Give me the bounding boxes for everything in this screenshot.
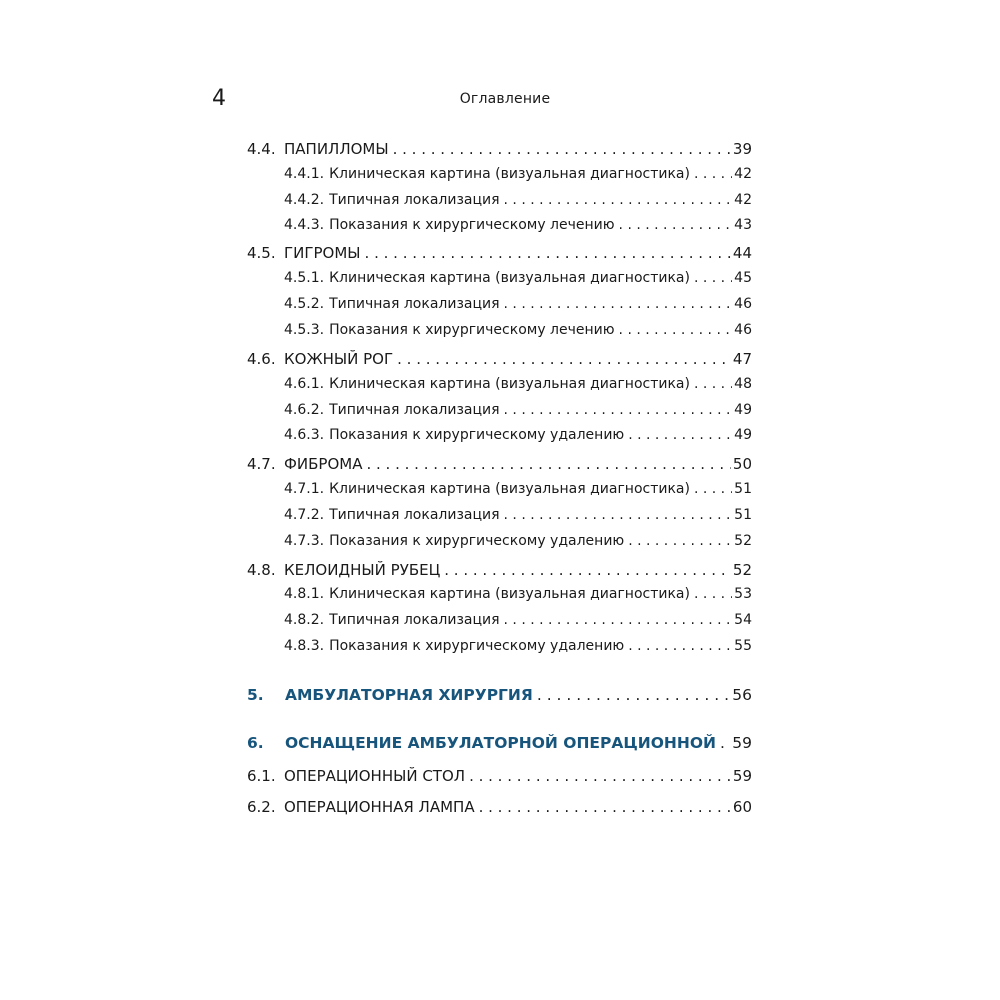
toc-entry-page: 43: [734, 217, 752, 233]
toc-entry-page: 55: [734, 638, 752, 654]
toc-entry-title: Типичная локализация: [329, 612, 500, 628]
toc-entry-6-2[interactable]: [247, 798, 752, 816]
toc-chapter-6[interactable]: [247, 734, 752, 752]
toc-entry-title: КОЖНЫЙ РОГ: [284, 350, 394, 368]
toc-entry-page: 48: [734, 376, 752, 392]
dot-leader: [628, 638, 732, 654]
toc-entry-page: 46: [734, 296, 752, 312]
dot-leader: [504, 192, 733, 208]
toc-entry-number: 4.6.3.: [284, 427, 325, 443]
toc-entry-4-5-2[interactable]: [284, 296, 752, 312]
toc-entry-title: АМБУЛАТОРНАЯ ХИРУРГИЯ: [285, 686, 533, 704]
toc-entry-title: Клиническая картина (визуальная диагностика): [329, 270, 690, 286]
toc-entry-4-5-1[interactable]: [284, 270, 752, 286]
toc-entry-title: Типичная локализация: [329, 192, 500, 208]
dot-leader: [504, 612, 733, 628]
toc-entry-4-4-2[interactable]: [284, 192, 752, 208]
toc-entry-number: 6.2.: [247, 798, 276, 816]
toc-entry-number: 4.5.2.: [284, 296, 325, 312]
toc-entry-page: 46: [734, 322, 752, 338]
toc-entry-number: 4.8.: [247, 561, 276, 579]
dot-leader: [366, 455, 730, 473]
toc-entry-number: 4.7.1.: [284, 481, 325, 497]
toc-entry-number: 4.4.3.: [284, 217, 325, 233]
dot-leader: [694, 166, 732, 182]
toc-entry-title: Клиническая картина (визуальная диагностика): [329, 481, 690, 497]
toc-entry-number: 4.5.: [247, 244, 276, 262]
dot-leader: [504, 402, 733, 418]
toc-entry-title: Клиническая картина (визуальная диагностика): [329, 586, 690, 602]
toc-entry-4-5[interactable]: [247, 244, 752, 262]
dot-leader: [504, 296, 733, 312]
toc-entry-page: 49: [734, 402, 752, 418]
toc-entry-number: 4.8.3.: [284, 638, 325, 654]
toc-entry-4-8[interactable]: [247, 561, 752, 579]
dot-leader: [444, 561, 731, 579]
dot-leader: [479, 798, 731, 816]
toc-entry-page: 50: [732, 455, 752, 473]
toc-entry-page: 42: [734, 166, 752, 182]
toc-entry-title: ОСНАЩЕНИЕ АМБУЛАТОРНОЙ ОПЕРАЦИОННОЙ: [285, 734, 716, 752]
toc-entry-title: Показания к хирургическому лечению: [329, 217, 615, 233]
dot-leader: [619, 322, 733, 338]
toc-entry-number: 4.5.1.: [284, 270, 325, 286]
toc-entry-4-6[interactable]: [247, 350, 752, 368]
toc-entry-title: ГИГРОМЫ: [284, 244, 361, 262]
dot-leader: [504, 507, 733, 523]
toc-entry-title: ОПЕРАЦИОННАЯ ЛАМПА: [284, 798, 475, 816]
toc-entry-page: 56: [732, 686, 752, 704]
toc-entry-number: 4.7.: [247, 455, 276, 473]
dot-leader: [694, 481, 732, 497]
toc-entry-page: 51: [734, 481, 752, 497]
toc-entry-number: 4.6.2.: [284, 402, 325, 418]
toc-entry-number: 4.5.3.: [284, 322, 325, 338]
toc-entry-4-6-1[interactable]: [284, 376, 752, 392]
dot-leader: [393, 140, 731, 158]
toc-entry-number: 4.7.2.: [284, 507, 325, 523]
toc-entry-page: 59: [732, 734, 752, 752]
toc-entry-4-8-1[interactable]: [284, 586, 752, 602]
table-of-contents: [247, 0, 752, 1000]
toc-entry-4-8-2[interactable]: [284, 612, 752, 628]
toc-entry-title: Показания к хирургическому удалению: [329, 427, 625, 443]
toc-entry-title: КЕЛОИДНЫЙ РУБЕЦ: [284, 561, 441, 579]
toc-entry-page: 47: [732, 350, 752, 368]
toc-entry-title: Показания к хирургическому лечению: [329, 322, 615, 338]
toc-entry-number: 6.: [247, 734, 264, 752]
running-header: Оглавление: [459, 91, 551, 107]
dot-leader: [537, 686, 730, 704]
toc-entry-page: 52: [732, 561, 752, 579]
toc-entry-number: 5.: [247, 686, 264, 704]
toc-entry-page: 44: [732, 244, 752, 262]
toc-entry-number: 4.8.1.: [284, 586, 325, 602]
toc-entry-number: 4.4.: [247, 140, 276, 158]
toc-entry-title: Типичная локализация: [329, 402, 500, 418]
toc-entry-title: Типичная локализация: [329, 507, 500, 523]
toc-entry-title: Клиническая картина (визуальная диагностика): [329, 376, 690, 392]
toc-entry-page: 39: [732, 140, 752, 158]
toc-entry-number: 4.6.1.: [284, 376, 325, 392]
toc-entry-4-8-3[interactable]: [284, 638, 752, 654]
toc-entry-page: 53: [734, 586, 752, 602]
toc-entry-6-1[interactable]: [247, 767, 752, 785]
toc-entry-title: ПАПИЛЛОМЫ: [284, 140, 389, 158]
toc-entry-4-7-1[interactable]: [284, 481, 752, 497]
toc-entry-page: 52: [734, 533, 752, 549]
dot-leader: [469, 767, 731, 785]
toc-entry-number: 4.6.: [247, 350, 276, 368]
toc-entry-number: 4.7.3.: [284, 533, 325, 549]
dot-leader: [397, 350, 731, 368]
toc-chapter-5[interactable]: [247, 686, 752, 704]
dot-leader: [628, 533, 732, 549]
toc-entry-4-4[interactable]: [247, 140, 752, 158]
toc-entry-title: ОПЕРАЦИОННЫЙ СТОЛ: [284, 767, 466, 785]
toc-entry-4-6-2[interactable]: [284, 402, 752, 418]
dot-leader: [365, 244, 731, 262]
dot-leader: [694, 376, 732, 392]
toc-entry-4-7-3[interactable]: [284, 533, 752, 549]
toc-entry-4-4-3[interactable]: [284, 217, 752, 233]
toc-entry-page: 59: [732, 767, 752, 785]
dot-leader: [694, 586, 732, 602]
toc-entry-page: 42: [734, 192, 752, 208]
toc-entry-4-6-3[interactable]: [284, 427, 752, 443]
toc-entry-4-7[interactable]: [247, 455, 752, 473]
toc-entry-page: 45: [734, 270, 752, 286]
dot-leader: [720, 734, 730, 752]
toc-entry-4-7-2[interactable]: [284, 507, 752, 523]
toc-entry-title: Показания к хирургическому удалению: [329, 638, 625, 654]
dot-leader: [628, 427, 732, 443]
toc-entry-title: Клиническая картина (визуальная диагностика): [329, 166, 690, 182]
toc-entry-number: 4.4.1.: [284, 166, 325, 182]
page-number: 4: [212, 86, 226, 111]
toc-entry-number: 4.4.2.: [284, 192, 325, 208]
toc-entry-number: 4.8.2.: [284, 612, 325, 628]
toc-entry-title: ФИБРОМА: [284, 455, 363, 473]
toc-entry-4-4-1[interactable]: [284, 166, 752, 182]
toc-entry-number: 6.1.: [247, 767, 276, 785]
toc-entry-title: Типичная локализация: [329, 296, 500, 312]
toc-entry-page: 60: [732, 798, 752, 816]
dot-leader: [619, 217, 733, 233]
toc-entry-4-5-3[interactable]: [284, 322, 752, 338]
dot-leader: [694, 270, 732, 286]
toc-entry-page: 49: [734, 427, 752, 443]
toc-entry-title: Показания к хирургическому удалению: [329, 533, 625, 549]
toc-entry-page: 51: [734, 507, 752, 523]
toc-entry-page: 54: [734, 612, 752, 628]
